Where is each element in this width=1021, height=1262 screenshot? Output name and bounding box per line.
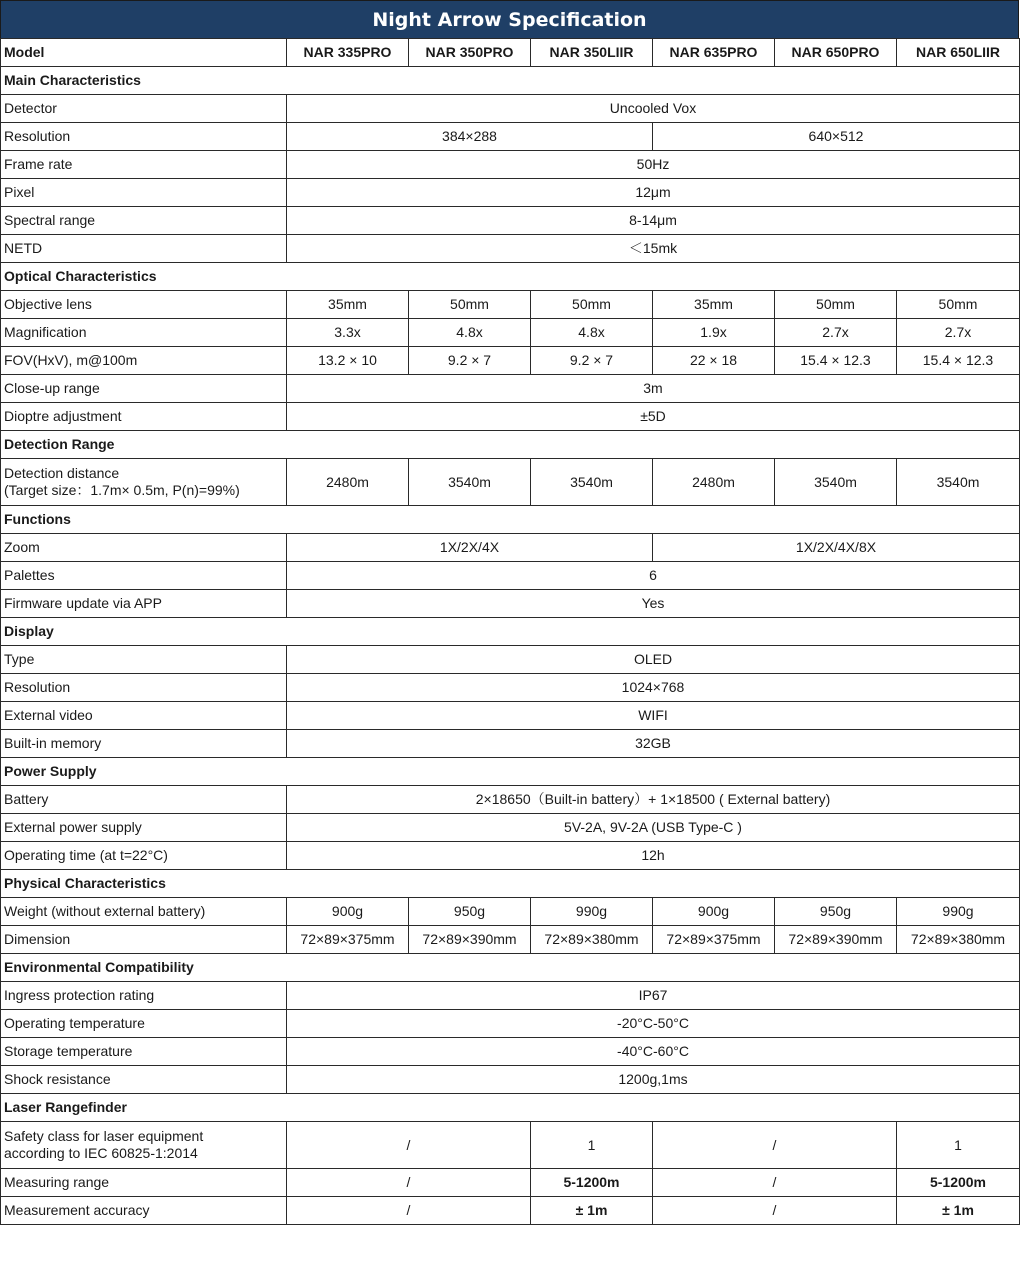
spec-value: 72×89×380mm bbox=[531, 926, 653, 954]
spec-value: 4.8x bbox=[531, 319, 653, 347]
spec-value: 2480m bbox=[653, 459, 775, 506]
section-row bbox=[1, 870, 1020, 898]
spec-value: Yes bbox=[287, 590, 1020, 618]
spec-row bbox=[1, 898, 1020, 926]
row-label: Spectral range bbox=[1, 207, 287, 235]
spec-value: -20°C-50°C bbox=[287, 1010, 1020, 1038]
section-title: Display bbox=[1, 618, 1020, 646]
spec-row bbox=[1, 842, 1020, 870]
spec-row bbox=[1, 123, 1020, 151]
spec-value: 12μm bbox=[287, 179, 1020, 207]
spec-value: 990g bbox=[531, 898, 653, 926]
spec-value: 50mm bbox=[897, 291, 1020, 319]
spec-value: 3m bbox=[287, 375, 1020, 403]
row-label: Operating time (at t=22°C) bbox=[1, 842, 287, 870]
row-label: Resolution bbox=[1, 674, 287, 702]
row-label: Dioptre adjustment bbox=[1, 403, 287, 431]
model-cell: NAR 350PRO bbox=[409, 39, 531, 67]
spec-value: 1 bbox=[531, 1122, 653, 1169]
spec-value: / bbox=[287, 1197, 531, 1225]
spec-row bbox=[1, 730, 1020, 758]
spec-value: 50mm bbox=[409, 291, 531, 319]
spec-value: 35mm bbox=[653, 291, 775, 319]
spec-value: 3540m bbox=[775, 459, 897, 506]
row-label: Storage temperature bbox=[1, 1038, 287, 1066]
row-label: Zoom bbox=[1, 534, 287, 562]
row-label: FOV(HxV), m@100m bbox=[1, 347, 287, 375]
spec-value: / bbox=[653, 1122, 897, 1169]
row-label: Frame rate bbox=[1, 151, 287, 179]
section-row bbox=[1, 954, 1020, 982]
spec-value: ±5D bbox=[287, 403, 1020, 431]
spec-value: 9.2 × 7 bbox=[409, 347, 531, 375]
section-title: Environmental Compatibility bbox=[1, 954, 1020, 982]
page-title: Night Arrow Specification bbox=[0, 0, 1019, 38]
spec-value: 1.9x bbox=[653, 319, 775, 347]
spec-value: 13.2 × 10 bbox=[287, 347, 409, 375]
section-row bbox=[1, 263, 1020, 291]
spec-value: 15.4 × 12.3 bbox=[775, 347, 897, 375]
spec-value: ± 1m bbox=[897, 1197, 1020, 1225]
spec-value: 9.2 × 7 bbox=[531, 347, 653, 375]
row-label: Built-in memory bbox=[1, 730, 287, 758]
spec-value: / bbox=[287, 1169, 531, 1197]
spec-value: 1024×768 bbox=[287, 674, 1020, 702]
row-label bbox=[1, 1122, 287, 1169]
spec-table bbox=[0, 38, 1020, 1225]
spec-value: -40°C-60°C bbox=[287, 1038, 1020, 1066]
row-label: External power supply bbox=[1, 814, 287, 842]
spec-value: 2.7x bbox=[775, 319, 897, 347]
spec-value: 50mm bbox=[775, 291, 897, 319]
spec-row bbox=[1, 319, 1020, 347]
spec-value: 12h bbox=[287, 842, 1020, 870]
row-label: Pixel bbox=[1, 179, 287, 207]
model-cell: NAR 650LIIR bbox=[897, 39, 1020, 67]
spec-row bbox=[1, 562, 1020, 590]
spec-row bbox=[1, 1010, 1020, 1038]
row-label: Dimension bbox=[1, 926, 287, 954]
spec-row bbox=[1, 926, 1020, 954]
spec-value: 2480m bbox=[287, 459, 409, 506]
spec-value: 8-14μm bbox=[287, 207, 1020, 235]
spec-value: IP67 bbox=[287, 982, 1020, 1010]
spec-value: / bbox=[653, 1169, 897, 1197]
row-label: Operating temperature bbox=[1, 1010, 287, 1038]
section-row bbox=[1, 67, 1020, 95]
spec-value: 5-1200m bbox=[897, 1169, 1020, 1197]
section-row bbox=[1, 431, 1020, 459]
spec-value: 15.4 × 12.3 bbox=[897, 347, 1020, 375]
spec-value: 900g bbox=[653, 898, 775, 926]
row-label-line: according to IEC 60825-1:2014 bbox=[4, 1145, 198, 1161]
section-title: Power Supply bbox=[1, 758, 1020, 786]
spec-value: WIFI bbox=[287, 702, 1020, 730]
spec-value: 950g bbox=[409, 898, 531, 926]
spec-value: 72×89×390mm bbox=[775, 926, 897, 954]
row-label: Close-up range bbox=[1, 375, 287, 403]
spec-value: 5V-2A, 9V-2A (USB Type-C ) bbox=[287, 814, 1020, 842]
row-label: Detector bbox=[1, 95, 287, 123]
spec-value: 6 bbox=[287, 562, 1020, 590]
row-label: Measurement accuracy bbox=[1, 1197, 287, 1225]
spec-row bbox=[1, 235, 1020, 263]
spec-row bbox=[1, 786, 1020, 814]
spec-row bbox=[1, 151, 1020, 179]
spec-row bbox=[1, 95, 1020, 123]
spec-value: 72×89×390mm bbox=[409, 926, 531, 954]
spec-row bbox=[1, 590, 1020, 618]
spec-value: 72×89×375mm bbox=[653, 926, 775, 954]
model-cell: NAR 635PRO bbox=[653, 39, 775, 67]
spec-value: 72×89×380mm bbox=[897, 926, 1020, 954]
spec-value: OLED bbox=[287, 646, 1020, 674]
model-cell: NAR 650PRO bbox=[775, 39, 897, 67]
spec-value: 640×512 bbox=[653, 123, 1020, 151]
spec-value: 35mm bbox=[287, 291, 409, 319]
section-row bbox=[1, 618, 1020, 646]
row-label: Shock resistance bbox=[1, 1066, 287, 1094]
row-label: Battery bbox=[1, 786, 287, 814]
spec-value: ± 1m bbox=[531, 1197, 653, 1225]
row-label: Resolution bbox=[1, 123, 287, 151]
spec-value: 4.8x bbox=[409, 319, 531, 347]
spec-value: ＜15mk bbox=[287, 235, 1020, 263]
row-label: Weight (without external battery) bbox=[1, 898, 287, 926]
section-title: Detection Range bbox=[1, 431, 1020, 459]
row-label: Objective lens bbox=[1, 291, 287, 319]
row-label: Palettes bbox=[1, 562, 287, 590]
spec-value: 3540m bbox=[531, 459, 653, 506]
spec-row bbox=[1, 982, 1020, 1010]
section-title: Functions bbox=[1, 506, 1020, 534]
spec-row bbox=[1, 674, 1020, 702]
spec-row bbox=[1, 1169, 1020, 1197]
spec-value: Uncooled Vox bbox=[287, 95, 1020, 123]
row-label: NETD bbox=[1, 235, 287, 263]
spec-value: 3.3x bbox=[287, 319, 409, 347]
spec-row bbox=[1, 646, 1020, 674]
spec-value: 900g bbox=[287, 898, 409, 926]
spec-value: 384×288 bbox=[287, 123, 653, 151]
row-label: Magnification bbox=[1, 319, 287, 347]
model-cell: NAR 350LIIR bbox=[531, 39, 653, 67]
section-row bbox=[1, 506, 1020, 534]
spec-value: 50Hz bbox=[287, 151, 1020, 179]
section-title: Laser Rangefinder bbox=[1, 1094, 1020, 1122]
row-label: External video bbox=[1, 702, 287, 730]
section-title: Optical Characteristics bbox=[1, 263, 1020, 291]
row-label: Firmware update via APP bbox=[1, 590, 287, 618]
spec-value: / bbox=[287, 1122, 531, 1169]
model-header-row bbox=[1, 39, 1020, 67]
spec-value: 3540m bbox=[897, 459, 1020, 506]
spec-row bbox=[1, 814, 1020, 842]
spec-row bbox=[1, 179, 1020, 207]
section-title: Main Characteristics bbox=[1, 67, 1020, 95]
section-row bbox=[1, 758, 1020, 786]
spec-value: 22 × 18 bbox=[653, 347, 775, 375]
spec-value: 2×18650（Built-in battery）+ 1×18500 ( External battery) bbox=[287, 786, 1020, 814]
spec-row bbox=[1, 291, 1020, 319]
row-label-line: Safety class for laser equipment bbox=[4, 1128, 204, 1144]
row-label: Measuring range bbox=[1, 1169, 287, 1197]
spec-row bbox=[1, 1122, 1020, 1169]
spec-value: 5-1200m bbox=[531, 1169, 653, 1197]
model-cell: NAR 335PRO bbox=[287, 39, 409, 67]
spec-row bbox=[1, 1038, 1020, 1066]
spec-row bbox=[1, 375, 1020, 403]
spec-row bbox=[1, 459, 1020, 506]
spec-row bbox=[1, 1197, 1020, 1225]
row-label bbox=[1, 459, 287, 506]
spec-value: 32GB bbox=[287, 730, 1020, 758]
spec-value: 50mm bbox=[531, 291, 653, 319]
spec-value: 2.7x bbox=[897, 319, 1020, 347]
model-label: Model bbox=[1, 39, 287, 67]
row-label-line: (Target size：1.7m× 0.5m, P(n)=99%) bbox=[4, 482, 240, 498]
spec-row bbox=[1, 702, 1020, 730]
row-label-line: Detection distance bbox=[4, 465, 120, 481]
spec-value: 950g bbox=[775, 898, 897, 926]
row-label: Ingress protection rating bbox=[1, 982, 287, 1010]
spec-value: 1X/2X/4X bbox=[287, 534, 653, 562]
spec-value: / bbox=[653, 1197, 897, 1225]
spec-row bbox=[1, 1066, 1020, 1094]
section-title: Physical Characteristics bbox=[1, 870, 1020, 898]
spec-row bbox=[1, 207, 1020, 235]
section-row bbox=[1, 1094, 1020, 1122]
spec-value: 990g bbox=[897, 898, 1020, 926]
spec-value: 1X/2X/4X/8X bbox=[653, 534, 1020, 562]
spec-row bbox=[1, 534, 1020, 562]
spec-value: 3540m bbox=[409, 459, 531, 506]
spec-value: 1200g,1ms bbox=[287, 1066, 1020, 1094]
spec-row bbox=[1, 347, 1020, 375]
spec-value: 1 bbox=[897, 1122, 1020, 1169]
spec-row bbox=[1, 403, 1020, 431]
spec-value: 72×89×375mm bbox=[287, 926, 409, 954]
row-label: Type bbox=[1, 646, 287, 674]
